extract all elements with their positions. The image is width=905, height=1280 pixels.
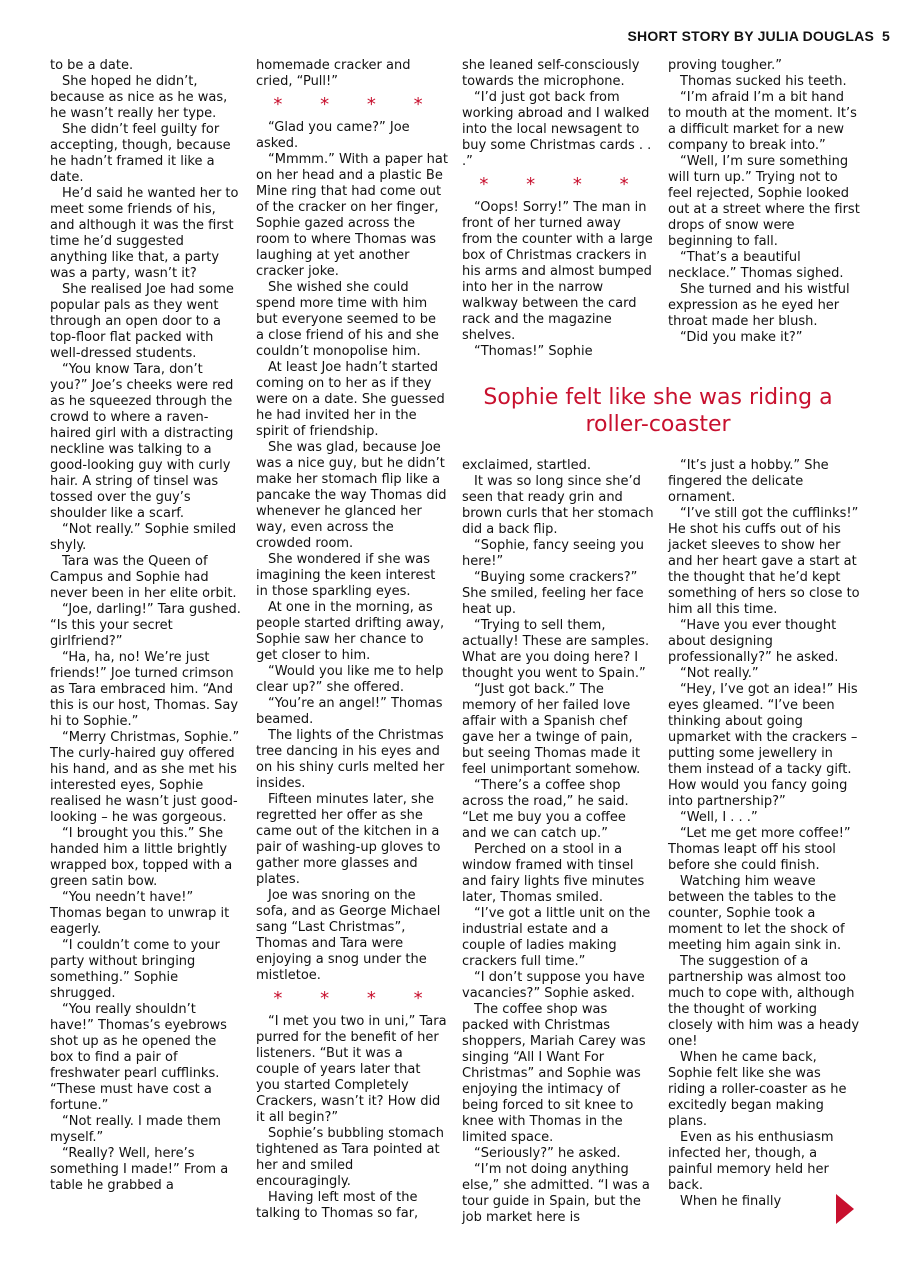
story-paragraph: “Not really.” — [680, 666, 759, 681]
text-column-4-top — [668, 58, 860, 346]
story-paragraph: “Really? Well, here’s something I made!” From a table he grabbed a — [50, 1146, 229, 1193]
story-paragraph: “That’s a beautiful necklace.” Thomas sighed. — [668, 250, 844, 281]
header-title: SHORT STORY BY JULIA DOUGLAS — [627, 28, 874, 44]
story-paragraph: She wondered if she was imagining the keen interest in those sparkling eyes. — [256, 552, 436, 599]
story-paragraph: “Hey, I’ve got an idea!” His eyes gleamed. “I’ve been thinking about going upmarket with the crackers – putting some jewellery in them instead of a tacky gift. How would you fancy going into partnership?” — [668, 682, 858, 809]
story-paragraph: “Not really.” Sophie smiled shyly. — [50, 522, 237, 553]
text-column-2 — [256, 58, 448, 1222]
story-paragraph: The coffee shop was packed with Christmas shoppers, Mariah Carey was singing “All I Want For Christmas” and Sophie was enjoying the intimacy of being forced to sit knee to knee with Thomas in the limited space. — [462, 1002, 646, 1145]
story-paragraph: “Trying to sell them, actually! These are samples. What are you doing here? I thought you went to Spain.” — [462, 618, 650, 681]
story-paragraph: Watching him weave between the tables to the counter, Sophie took a moment to let the shock of meeting him again sink in. — [668, 874, 845, 953]
story-paragraph: “Let me get more coffee!” Thomas leapt off his stool before she could finish. — [668, 826, 851, 873]
page-number: 5 — [882, 28, 890, 44]
section-divider: * * * * — [273, 94, 439, 115]
story-paragraph: “You’re an angel!” Thomas beamed. — [256, 696, 443, 727]
story-paragraph: “You needn’t have!” Thomas began to unwrap it eagerly. — [50, 890, 230, 937]
text-column-3-top — [462, 58, 654, 360]
continue-arrow-icon — [836, 1194, 854, 1224]
pull-quote: Sophie felt like she was riding a roller-coaster — [483, 385, 833, 437]
story-paragraph: “I don’t suppose you have vacancies?” Sophie asked. — [462, 970, 645, 1001]
running-header — [560, 28, 890, 44]
story-paragraph: “Well, I . . .” — [680, 810, 758, 825]
text-column-4-bottom — [668, 458, 860, 1210]
story-paragraph: “I met you two in uni,” Tara purred for the benefit of her listeners. “But it was a couple of years later that you started Completely Crackers, wasn’t it? How did it all begin?” — [256, 1014, 447, 1125]
text-column-3-bottom — [462, 458, 654, 1226]
story-paragraph: homemade cracker and cried, “Pull!” — [256, 58, 411, 89]
story-paragraph: Fifteen minutes later, she regretted her offer as she came out of the kitchen in a pair of washing-up gloves to gather more glasses and plates. — [256, 792, 441, 887]
story-paragraph: Perched on a stool in a window framed with tinsel and fairy lights five minutes later, Thomas smiled. — [462, 842, 645, 905]
story-paragraph: She didn’t feel guilty for accepting, though, because he hadn’t framed it like a date. — [50, 122, 231, 185]
story-paragraph: He’d said he wanted her to meet some friends of his, and although it was the first time he’d suggested anything like that, a party was a party, wasn’t it? — [50, 186, 239, 281]
story-paragraph: When he came back, Sophie felt like she was riding a roller-coaster as he excitedly began making plans. — [668, 1050, 847, 1129]
story-paragraph: “There’s a coffee shop across the road,” he said. “Let me buy you a coffee and we can catch up.” — [462, 778, 629, 841]
story-paragraph: She wished she could spend more time with him but everyone seemed to be a close friend of his and she couldn’t monopolise him. — [256, 280, 439, 359]
story-paragraph: “Merry Christmas, Sophie.” The curly-haired guy offered his hand, and as she met his interested eyes, Sophie realised he wasn’t just good-looking – he was gorgeous. — [50, 730, 240, 825]
story-paragraph: “Oops! Sorry!” The man in front of her turned away from the counter with a large box of Christmas crackers in his arms and almost bumped into her in the narrow walkway between the card rack and the magazine shelves. — [462, 200, 653, 343]
story-paragraph: “Thomas!” Sophie — [474, 344, 593, 359]
story-paragraph: “It’s just a hobby.” She fingered the delicate ornament. — [668, 458, 829, 505]
story-paragraph: proving tougher.” — [668, 58, 782, 73]
story-paragraph: The suggestion of a partnership was almost too much to cope with, although the thought of working closely with him was a heady one! — [668, 954, 860, 1049]
story-paragraph: “Just got back.” The memory of her failed love affair with a Spanish chef gave her a twinge of pain, but seeing Thomas made it feel unimportant somehow. — [462, 682, 641, 777]
story-paragraph: “Ha, ha, no! We’re just friends!” Joe turned crimson as Tara embraced him. “And this is our host, Thomas. Say hi to Sophie.” — [50, 650, 239, 729]
story-paragraph: “I’m afraid I’m a bit hand to mouth at the moment. It’s a difficult market for a new company to break into.” — [668, 90, 857, 153]
section-divider: * * * * — [273, 988, 439, 1009]
story-paragraph: “Glad you came?” Joe asked. — [256, 120, 410, 151]
story-paragraph: “Buying some crackers?” She smiled, feeling her face heat up. — [462, 570, 644, 617]
story-paragraph: “You know Tara, don’t you?” Joe’s cheeks were red as he squeezed through the crowd to where a raven-haired girl with a distracting neckline was talking to a good-looking guy with curly hair. A string of tinsel was tossed over the guy’s shoulder like a scarf. — [50, 362, 234, 521]
story-paragraph: Sophie’s bubbling stomach tightened as Tara pointed at her and smiled encouragingly. — [256, 1126, 445, 1189]
story-paragraph: It was so long since she’d seen that ready grin and brown curls that her stomach did a back flip. — [462, 474, 654, 537]
story-paragraph: “Did you make it?” — [680, 330, 803, 345]
story-paragraph: “Seriously?” he asked. — [474, 1146, 621, 1161]
story-paragraph: She realised Joe had some popular pals as they went through an open door to a top-floor flat packed with well-dressed students. — [50, 282, 234, 361]
story-paragraph: Even as his enthusiasm infected her, though, a painful memory held her back. — [668, 1130, 834, 1193]
story-paragraph: to be a date. — [50, 58, 134, 73]
story-paragraph: She was glad, because Joe was a nice guy, but he didn’t make her stomach flip like a pancake the way Thomas did whenever he glanced her way, even across the crowded room. — [256, 440, 447, 551]
story-paragraph: When he finally — [680, 1194, 782, 1209]
story-paragraph: “Well, I’m sure something will turn up.” Trying not to feel rejected, Sophie looked out at a street where the first drops of snow were beginning to fall. — [668, 154, 860, 249]
story-paragraph: She hoped he didn’t, because as nice as he was, he wasn’t really her type. — [50, 74, 228, 121]
story-paragraph: “Joe, darling!” Tara gushed. “Is this your secret girlfriend?” — [50, 602, 241, 649]
story-paragraph: Joe was snoring on the sofa, and as George Michael sang “Last Christmas”, Thomas and Tara were enjoying a snog under the mistletoe. — [256, 888, 441, 983]
story-paragraph: “Sophie, fancy seeing you here!” — [462, 538, 644, 569]
story-paragraph: “Not really. I made them myself.” — [50, 1114, 221, 1145]
story-paragraph: Thomas sucked his teeth. — [680, 74, 847, 89]
story-paragraph: The lights of the Christmas tree dancing in his eyes and on his shiny curls melted her insides. — [256, 728, 445, 791]
story-paragraph: She turned and his wistful expression as he eyed her throat made her blush. — [668, 282, 850, 329]
story-paragraph: “I couldn’t come to your party without bringing something.” Sophie shrugged. — [50, 938, 220, 1001]
story-paragraph: “I’ve got a little unit on the industrial estate and a couple of ladies making crackers full time.” — [462, 906, 651, 969]
story-paragraph: At least Joe hadn’t started coming on to her as if they were on a date. She guessed he had invited her in the spirit of friendship. — [256, 360, 445, 439]
story-paragraph: “Have you ever thought about designing professionally?” he asked. — [668, 618, 839, 665]
section-divider: * * * * — [479, 174, 645, 195]
story-paragraph: exclaimed, startled. — [462, 458, 592, 473]
story-paragraph: she leaned self-consciously towards the microphone. — [462, 58, 640, 89]
story-paragraph: At one in the morning, as people started drifting away, Sophie saw her chance to get closer to him. — [256, 600, 445, 663]
story-paragraph: “Would you like me to help clear up?” she offered. — [256, 664, 444, 695]
story-paragraph: “I’ve still got the cufflinks!” He shot his cuffs out of his jacket sleeves to show her and her heart gave a start at the thought that he’d kept something of hers so close to him all this time. — [668, 506, 860, 617]
story-paragraph: “I’m not doing anything else,” she admitted. “I was a tour guide in Spain, but the job market here is — [462, 1162, 650, 1225]
story-paragraph: “You really shouldn’t have!” Thomas’s eyebrows shot up as he opened the box to find a pair of freshwater pearl cufflinks. “These must have cost a fortune.” — [50, 1002, 227, 1113]
story-paragraph: “I brought you this.” She handed him a little brightly wrapped box, topped with a green satin bow. — [50, 826, 233, 889]
story-paragraph: “Mmmm.” With a paper hat on her head and a plastic Be Mine ring that had come out of the cracker on her finger, Sophie gazed across the room to where Thomas was laughing at yet another cracker joke. — [256, 152, 448, 279]
text-column-1 — [50, 58, 242, 1194]
story-paragraph: “I’d just got back from working abroad and I walked into the local newsagent to buy some Christmas cards . . .” — [462, 90, 652, 169]
story-paragraph: Tara was the Queen of Campus and Sophie had never been in her elite orbit. — [50, 554, 237, 601]
story-paragraph: Having left most of the talking to Thomas so far, — [256, 1190, 419, 1221]
